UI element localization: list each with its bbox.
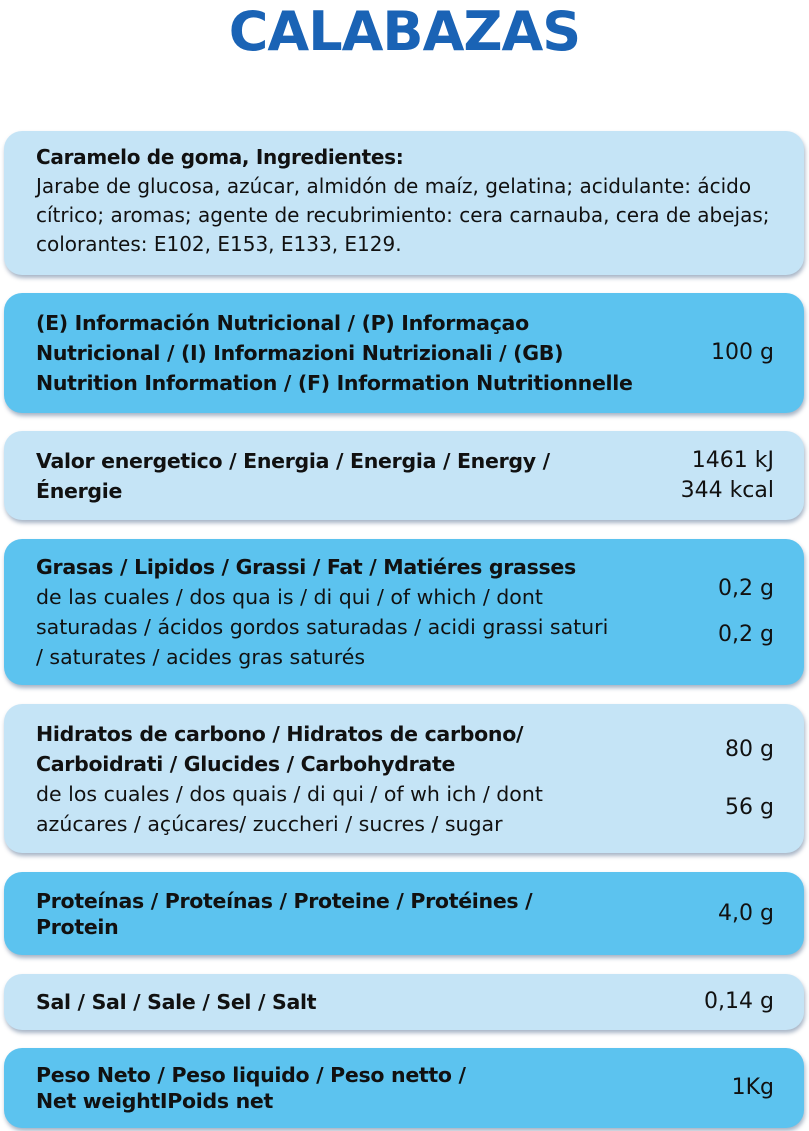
nutrition-header-line-3: Nutrition Information / (F) Information Nutritionnelle bbox=[36, 371, 633, 395]
salt-label: Sal / Sal / Sale / Sel / Salt bbox=[36, 990, 317, 1014]
fat-label: Grasas / Lipidos / Grassi / Fat / Matiéres grasses bbox=[36, 555, 576, 579]
fat-value: 0,2 g bbox=[718, 576, 774, 601]
energy-label-line-1: Valor energetico / Energia / Energia / Energy / bbox=[36, 448, 550, 473]
energy-panel bbox=[4, 431, 804, 520]
net-weight-label-line-1: Peso Neto / Peso liquido / Peso netto / bbox=[36, 1063, 466, 1087]
ingredients-line-1: Jarabe de glucosa, azúcar, almidón de maíz, gelatina; acidulante: ácido bbox=[36, 174, 752, 198]
fat-panel bbox=[4, 539, 804, 685]
carbohydrate-value: 80 g bbox=[725, 736, 774, 762]
protein-label-line-2: Protein bbox=[36, 914, 119, 939]
reference-amount: 100 g bbox=[711, 340, 774, 365]
net-weight-panel bbox=[4, 1048, 804, 1128]
ingredients-line-3: colorantes: E102, E153, E133, E129. bbox=[36, 232, 402, 256]
net-weight-value: 1Kg bbox=[731, 1075, 774, 1100]
energy-label-line-2: Énergie bbox=[36, 478, 123, 503]
sugars-of-which-label: de los cuales / dos quais / di qui / of wh ich / dont bbox=[36, 781, 543, 806]
energy-value-kj: 1461 kJ bbox=[691, 447, 774, 473]
net-weight-label-line-2: Net weightIPoids net bbox=[36, 1089, 274, 1113]
nutrition-header-line-2: Nutricional / (I) Informazioni Nutrizionali / (GB) bbox=[36, 341, 564, 365]
protein-panel bbox=[4, 872, 804, 955]
ingredients-line-2: cítrico; aromas; agente de recubrimiento: cera carnauba, cera de abejas; bbox=[36, 203, 770, 227]
fat-of-which-label: de las cuales / dos qua is / di qui / of which / dont bbox=[36, 585, 543, 609]
sugars-value: 56 g bbox=[725, 794, 774, 820]
energy-value-kcal: 344 kcal bbox=[680, 477, 774, 503]
carbohydrate-label-line-1: Hidratos de carbono / Hidratos de carbono/ bbox=[36, 721, 524, 746]
page-title: CALABAZAS bbox=[228, 0, 581, 63]
salt-value: 0,14 g bbox=[704, 989, 774, 1014]
carbohydrate-panel bbox=[4, 704, 804, 853]
protein-label-line-1: Proteínas / Proteínas / Proteine / Protéines / bbox=[36, 888, 533, 913]
carbohydrate-label-line-2: Carboidrati / Glucides / Carbohydrate bbox=[36, 751, 456, 776]
ingredients-heading: Caramelo de goma, Ingredientes: bbox=[36, 145, 404, 169]
fat-saturates-label-line-1: saturadas / ácidos gordos saturadas / acidi grassi saturi bbox=[36, 615, 609, 639]
nutrition-header-panel bbox=[4, 293, 804, 413]
nutrition-header-line-1: (E) Información Nutricional / (P) Informaçao bbox=[36, 311, 529, 335]
fat-saturates-label-line-2: / saturates / acides gras saturés bbox=[36, 645, 366, 669]
salt-panel bbox=[4, 974, 804, 1030]
ingredients-panel bbox=[4, 131, 804, 275]
protein-value: 4,0 g bbox=[718, 900, 774, 926]
sugars-label: azúcares / açúcares/ zuccheri / sucres / sugar bbox=[36, 811, 503, 836]
saturates-value: 0,2 g bbox=[718, 622, 774, 647]
